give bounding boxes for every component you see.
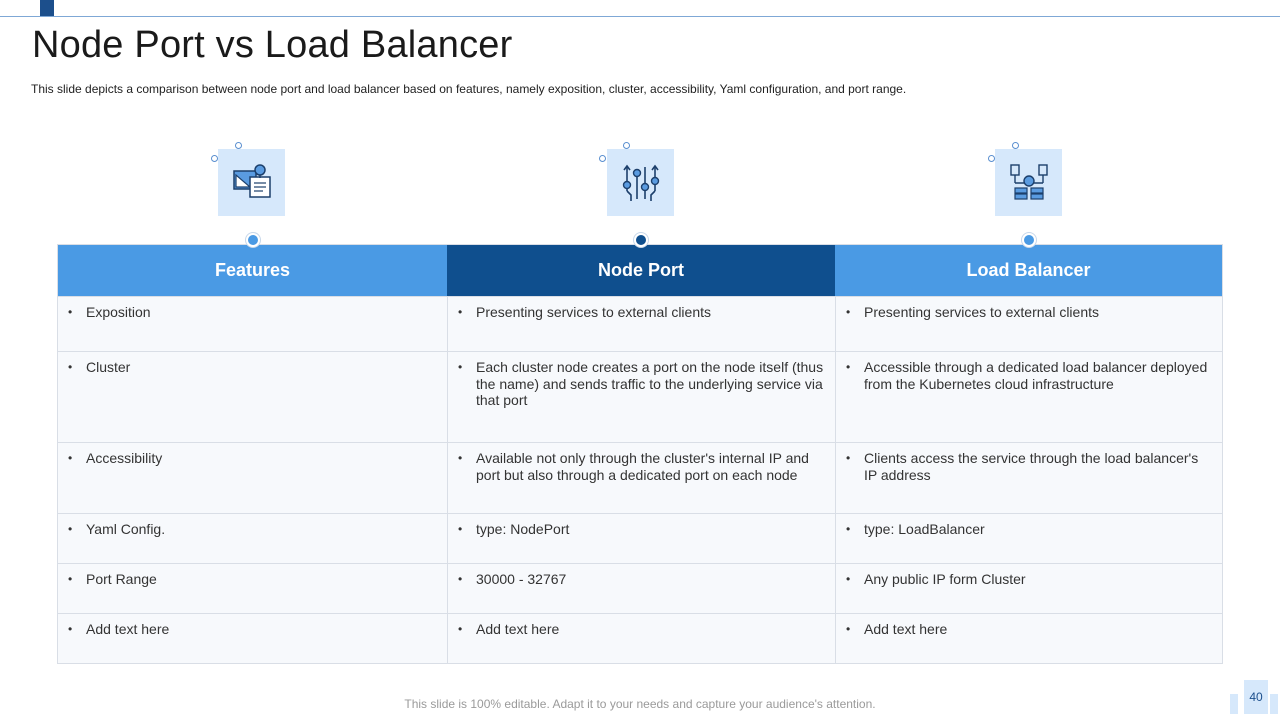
table-cell: Add text here xyxy=(86,621,170,637)
table-cell: 30000 - 32767 xyxy=(476,571,567,587)
presentation-icon xyxy=(230,161,274,205)
network-servers-icon xyxy=(1007,161,1051,205)
icon-box-node-port xyxy=(607,149,674,216)
table-cell: type: LoadBalancer xyxy=(864,521,985,537)
table-row: • Yaml Config. • type: NodePort • type: LoadBalancer xyxy=(58,513,1222,564)
top-accent-tab xyxy=(40,0,54,16)
header-load-balancer: Load Balancer xyxy=(835,245,1222,296)
top-divider xyxy=(0,16,1280,17)
header-node-port: Node Port xyxy=(447,245,835,296)
table-cell: Exposition xyxy=(86,304,151,320)
table-cell: Each cluster node creates a port on the node itself (thus the name) and sends traffic to the underlying service via that port xyxy=(476,359,824,408)
connector-dot xyxy=(1022,233,1036,247)
decor-circle xyxy=(599,155,606,162)
icon-box-load-balancer xyxy=(995,149,1062,216)
connector-dot xyxy=(634,233,648,247)
table-cell: Add text here xyxy=(864,621,948,637)
comparison-table xyxy=(57,244,1223,664)
decor-circle xyxy=(211,155,218,162)
header-features: Features xyxy=(58,245,447,296)
table-cell: Cluster xyxy=(86,359,131,375)
page-decor xyxy=(1230,694,1238,714)
table-cell: Accessible through a dedicated load balancer deployed from the Kubernetes cloud infrastructure xyxy=(864,359,1208,392)
table-cell: Any public IP form Cluster xyxy=(864,571,1026,587)
table-cell: Accessibility xyxy=(86,450,163,466)
table-row: • Accessibility • Available not only through the cluster's internal IP and port but also through a dedicated port on each node • Clients access the service through the load balancer's IP address xyxy=(58,442,1222,514)
table-cell: Yaml Config. xyxy=(86,521,166,537)
table-cell: Add text here xyxy=(476,621,560,637)
table-row: • Port Range • 30000 - 32767 • Any public IP form Cluster xyxy=(58,563,1222,614)
circuit-arrows-icon xyxy=(619,161,663,205)
icon-box-features xyxy=(218,149,285,216)
decor-circle xyxy=(235,142,242,149)
decor-circle xyxy=(1012,142,1019,149)
table-row: • Exposition • Presenting services to external clients • Presenting services to external clients xyxy=(58,296,1222,352)
decor-circle xyxy=(988,155,995,162)
table-cell: Port Range xyxy=(86,571,157,587)
table-cell: Clients access the service through the load balancer's IP address xyxy=(864,450,1199,483)
slide-footer: This slide is 100% editable. Adapt it to your needs and capture your audience's attention. xyxy=(404,697,876,711)
table-cell: Available not only through the cluster's internal IP and port but also through a dedicated port on each node xyxy=(476,450,809,483)
table-cell: Presenting services to external clients xyxy=(864,304,1099,320)
table-row: • Cluster • Each cluster node creates a port on the node itself (thus the name) and sends traffic to the underlying service via that port • Accessible through a dedicated load balancer deployed from the Kubernetes cloud infrastructure xyxy=(58,351,1222,443)
table-row: • Add text here • Add text here • Add text here xyxy=(58,613,1222,664)
table-cell: Presenting services to external clients xyxy=(476,304,711,320)
connector-dot xyxy=(246,233,260,247)
slide-title: Node Port vs Load Balancer xyxy=(32,24,513,66)
page-decor xyxy=(1270,694,1278,714)
slide-subtitle: This slide depicts a comparison between node port and load balancer based on features, namely exposition, cluster, accessibility, Yaml configuration, and port range. xyxy=(31,82,907,96)
decor-circle xyxy=(623,142,630,149)
table-cell: type: NodePort xyxy=(476,521,570,537)
page-number: 40 xyxy=(1244,680,1268,714)
